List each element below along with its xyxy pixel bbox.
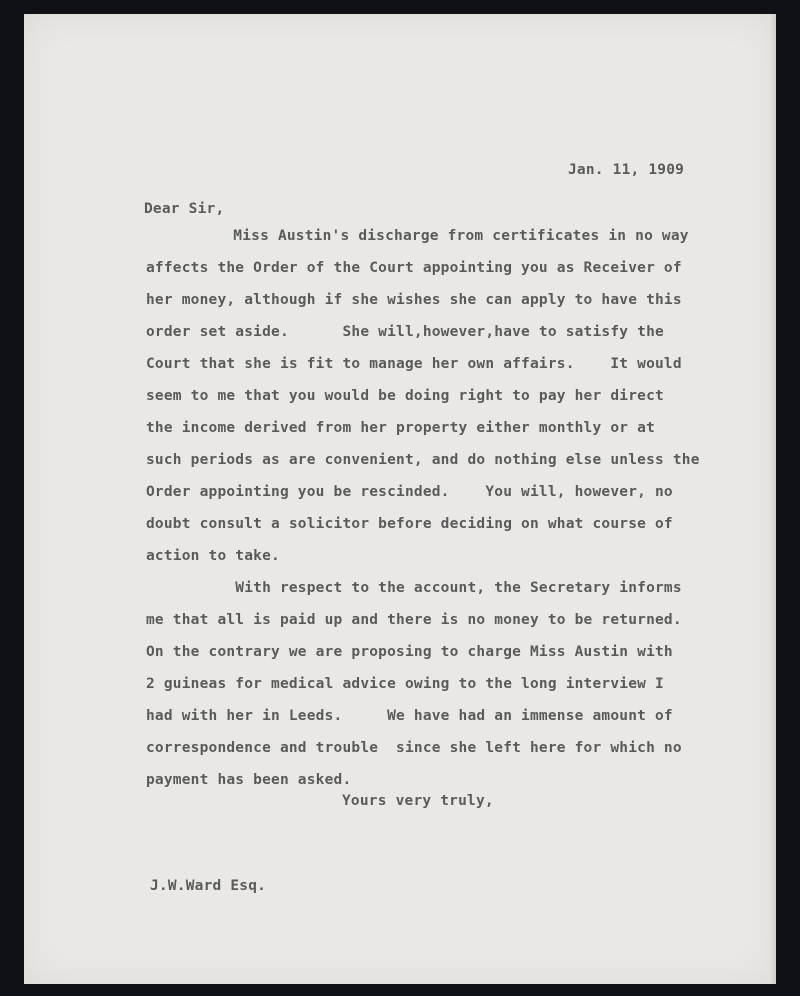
body-line: had with her in Leeds. We have had an immense amount of	[146, 708, 673, 724]
body-line: seem to me that you would be doing right to pay her direct	[146, 388, 664, 404]
body-line: Miss Austin's discharge from certificates in no way	[144, 228, 689, 244]
body-line: Order appointing you be rescinded. You will, however, no	[146, 484, 673, 500]
body-line: 2 guineas for medical advice owing to the long interview I	[146, 676, 664, 692]
body-line: action to take.	[146, 548, 280, 564]
salutation: Dear Sir,	[144, 201, 225, 217]
body-line: such periods as are convenient, and do nothing else unless the	[146, 452, 700, 468]
body-line: me that all is paid up and there is no money to be returned.	[146, 612, 682, 628]
body-line: order set aside. She will,however,have to satisfy the	[146, 324, 664, 340]
body-line: On the contrary we are proposing to charge Miss Austin with	[146, 644, 673, 660]
addressee: J.W.Ward Esq.	[150, 878, 267, 894]
letter-page	[24, 14, 776, 984]
body-line: doubt consult a solicitor before deciding on what course of	[146, 516, 673, 532]
body-line: her money, although if she wishes she can apply to have this	[146, 292, 682, 308]
body-line: affects the Order of the Court appointing you as Receiver of	[146, 260, 682, 276]
body-line: With respect to the account, the Secretary informs	[146, 580, 682, 596]
body-line: the income derived from her property either monthly or at	[146, 420, 655, 436]
body-line: Court that she is fit to manage her own affairs. It would	[146, 356, 682, 372]
body-line: correspondence and trouble since she left here for which no	[146, 740, 682, 756]
body-line: payment has been asked.	[146, 772, 352, 788]
closing: Yours very truly,	[342, 793, 494, 809]
letter-date: Jan. 11, 1909	[568, 162, 685, 178]
